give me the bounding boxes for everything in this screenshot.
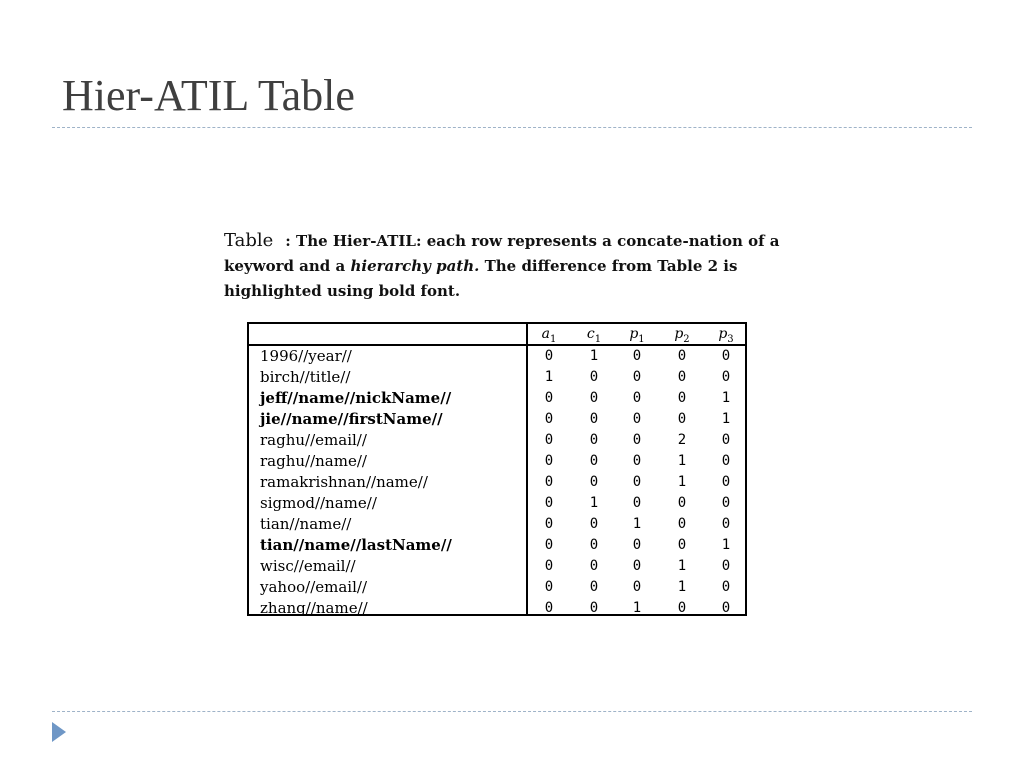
column-header-symbol: p (674, 326, 684, 342)
table-row (249, 556, 745, 577)
row-value: 0 (632, 558, 642, 574)
row-value: 0 (677, 411, 687, 427)
column-header-sub: 3 (727, 333, 734, 345)
row-value: 0 (632, 453, 642, 469)
table-caption (224, 228, 784, 304)
row-value: 0 (677, 495, 687, 511)
row-value: 1 (677, 474, 687, 490)
row-value: 0 (544, 600, 554, 616)
row-keyword-path: birch//title// (260, 368, 351, 386)
row-value: 0 (544, 558, 554, 574)
table-row (249, 430, 745, 451)
row-value: 0 (589, 537, 599, 553)
row-value: 0 (589, 390, 599, 406)
column-header-sub: 1 (549, 333, 557, 345)
row-value: 0 (632, 369, 642, 385)
row-value: 0 (721, 474, 731, 490)
column-header (534, 326, 564, 348)
row-value: 0 (721, 558, 731, 574)
row-value: 0 (632, 495, 642, 511)
row-value: 0 (544, 579, 554, 595)
row-value: 0 (632, 348, 642, 364)
row-keyword-path: wisc//email// (260, 557, 356, 575)
caption-text-after: The difference from Table 2 is highlighted using bold font. (224, 257, 738, 300)
table-row (249, 409, 745, 430)
row-value: 0 (544, 474, 554, 490)
column-header-symbol: p (718, 326, 728, 342)
row-value: 0 (589, 516, 599, 532)
row-value: 1 (721, 411, 731, 427)
row-value: 0 (544, 495, 554, 511)
row-value: 0 (589, 369, 599, 385)
table-row (249, 388, 745, 409)
column-header (622, 326, 652, 348)
column-header-symbol: p (629, 326, 639, 342)
row-keyword-path: yahoo//email// (260, 578, 367, 596)
column-header-symbol: c (586, 326, 595, 342)
table-row (249, 535, 745, 556)
table-row (249, 514, 745, 535)
row-value: 0 (721, 348, 731, 364)
row-value: 0 (677, 516, 687, 532)
title-divider (52, 127, 972, 128)
row-value: 1 (677, 579, 687, 595)
caption-label: Table (224, 230, 274, 251)
row-keyword-path: jeff//name//nickName// (260, 389, 452, 407)
row-value: 0 (721, 600, 731, 616)
row-value: 0 (632, 537, 642, 553)
row-value: 1 (589, 495, 599, 511)
row-value: 0 (589, 432, 599, 448)
row-value: 0 (632, 579, 642, 595)
row-value: 0 (589, 453, 599, 469)
row-value: 0 (632, 390, 642, 406)
column-header (711, 326, 741, 348)
table-row (249, 577, 745, 598)
row-value: 0 (632, 474, 642, 490)
caption-text-before: The Hier-ATIL: each row represents a concate-nation of a keyword and a (224, 232, 780, 275)
row-value: 0 (589, 411, 599, 427)
row-value: 0 (544, 432, 554, 448)
hier-atil-table (247, 322, 747, 616)
row-keyword-path: raghu//email// (260, 431, 367, 449)
row-value: 0 (544, 390, 554, 406)
row-keyword-path: raghu//name// (260, 452, 367, 470)
row-keyword-path: jie//name//firstName// (260, 410, 443, 428)
row-value: 0 (544, 348, 554, 364)
row-value: 0 (721, 369, 731, 385)
row-value: 0 (544, 453, 554, 469)
row-value: 2 (677, 432, 687, 448)
row-value: 0 (589, 474, 599, 490)
row-value: 0 (677, 537, 687, 553)
row-keyword-path: 1996//year// (260, 347, 352, 365)
column-header-sub: 2 (683, 333, 690, 345)
row-value: 0 (721, 453, 731, 469)
table-row (249, 472, 745, 493)
column-header-sub: 1 (638, 333, 645, 345)
row-value: 0 (677, 348, 687, 364)
row-value: 0 (721, 516, 731, 532)
row-value: 1 (721, 390, 731, 406)
row-value: 0 (544, 537, 554, 553)
row-value: 1 (677, 453, 687, 469)
row-value: 1 (589, 348, 599, 364)
row-value: 0 (721, 495, 731, 511)
slide-title: Hier-ATIL Table (62, 71, 355, 120)
table-row (249, 598, 745, 619)
row-value: 0 (721, 579, 731, 595)
row-value: 0 (544, 516, 554, 532)
row-value: 0 (632, 411, 642, 427)
row-value: 0 (677, 369, 687, 385)
row-value: 1 (632, 516, 642, 532)
row-value: 0 (589, 600, 599, 616)
column-header (579, 326, 609, 348)
row-value: 0 (677, 600, 687, 616)
footer-divider (52, 711, 972, 712)
row-value: 1 (721, 537, 731, 553)
row-value: 0 (544, 411, 554, 427)
row-value: 0 (589, 579, 599, 595)
row-keyword-path: tian//name// (260, 515, 352, 533)
caption-colon: : (285, 232, 291, 250)
row-value: 0 (677, 390, 687, 406)
table-row (249, 346, 745, 367)
row-value: 0 (589, 558, 599, 574)
row-keyword-path: tian//name//lastName// (260, 536, 452, 554)
row-keyword-path: zhang//name// (260, 599, 368, 617)
table-row (249, 367, 745, 388)
row-value: 1 (632, 600, 642, 616)
column-header (667, 326, 697, 348)
play-triangle-icon[interactable] (52, 722, 66, 742)
row-value: 0 (632, 432, 642, 448)
table-row (249, 493, 745, 514)
row-keyword-path: sigmod//name// (260, 494, 377, 512)
row-value: 1 (677, 558, 687, 574)
row-value: 0 (721, 432, 731, 448)
column-header-symbol: a (541, 326, 550, 342)
row-value: 1 (544, 369, 554, 385)
caption-emphasis: hierarchy path. (350, 257, 480, 275)
row-keyword-path: ramakrishnan//name// (260, 473, 428, 491)
column-header-sub: 1 (594, 333, 602, 345)
table-body (249, 346, 745, 619)
table-row (249, 451, 745, 472)
